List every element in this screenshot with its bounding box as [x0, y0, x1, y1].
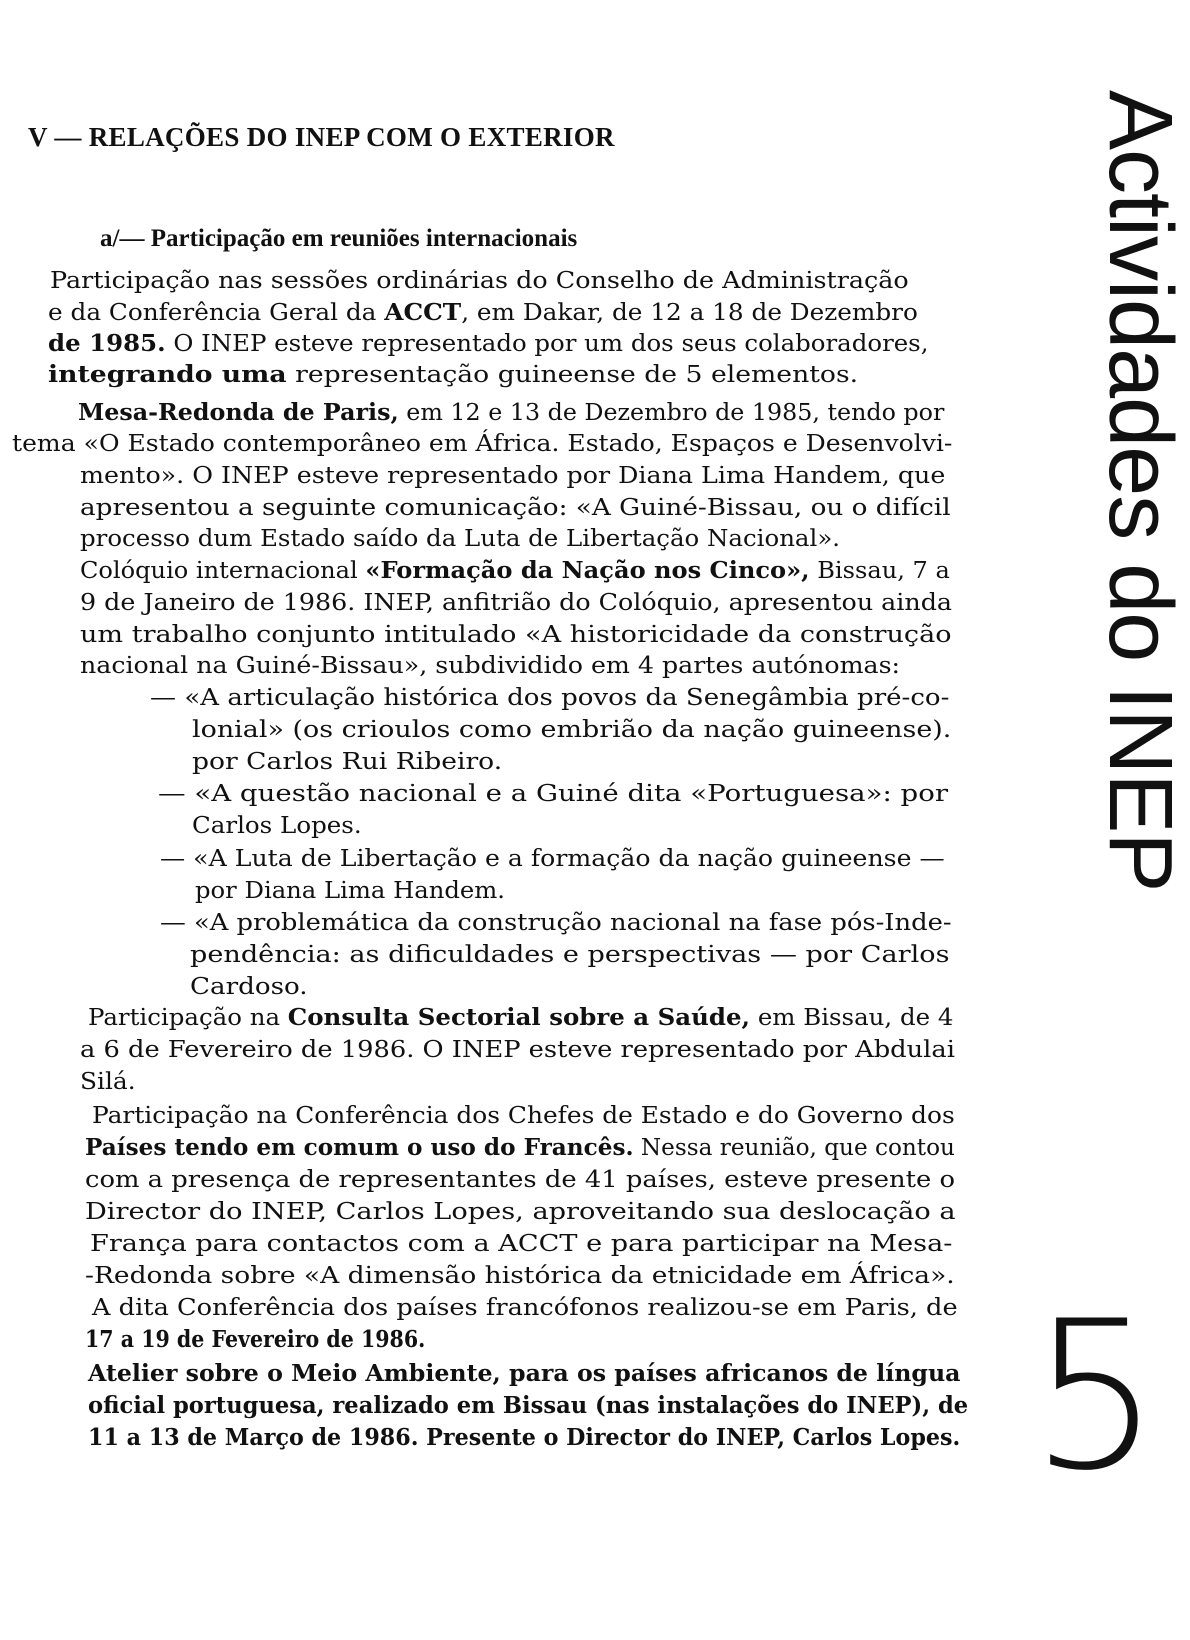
text-line [88, 1422, 960, 1453]
text-line [48, 328, 928, 359]
text-line [80, 492, 951, 523]
text-line [80, 650, 900, 681]
side-title: Actividades do INEP [1090, 90, 1190, 892]
text-line [88, 1390, 968, 1421]
line-text: nacional na Guiné-Bissau», subdividido em 4 partes autónomas: [80, 651, 901, 679]
text-line [80, 523, 840, 554]
text-line [190, 971, 308, 1002]
text-line [88, 1002, 953, 1033]
text-line [85, 1132, 955, 1163]
text-line [85, 1164, 955, 1195]
line-text: 9 de Janeiro de 1986. INEP, anfitrião do Colóquio, apresentou ainda [80, 588, 953, 616]
line-text: Participação nas sessões ordinárias do Conselho de Administração [50, 266, 909, 294]
bold-text: Países tendo em comum o uso do Francês. [85, 1133, 634, 1161]
line-text: representação guineense de 5 elementos. [286, 360, 859, 388]
line-text: pendência: as dificuldades e perspectivas — por Carlos [190, 940, 950, 968]
page-number: 5 [1030, 1278, 1161, 1516]
text-line [192, 746, 502, 777]
text-line [80, 555, 950, 586]
text-line [80, 1066, 136, 1097]
text-line [12, 428, 952, 459]
line-text: Bissau, 7 a [809, 556, 950, 584]
text-line [192, 714, 951, 745]
line-text: apresentou a seguinte comunicação: «A Guiné-Bissau, ou o difícil [80, 493, 951, 521]
text-line [92, 1292, 958, 1323]
line-text: — «A problemática da construção nacional na fase pós-Inde- [160, 908, 952, 936]
line-text: — «A questão nacional e a Guiné dita «Portuguesa»: por [158, 779, 949, 807]
line-text: A dita Conferência dos países francófonos realizou-se em Paris, de [92, 1293, 958, 1321]
line-text: a 6 de Fevereiro de 1986. O INEP esteve representado por Abdulai [80, 1035, 955, 1063]
line-text: França para contactos com a ACCT e para participar na Mesa- [90, 1229, 953, 1257]
line-text: O INEP esteve representado por um dos seus colaboradores, [165, 329, 929, 357]
text-line [160, 843, 945, 874]
line-text: Colóquio internacional [80, 556, 366, 584]
text-line [80, 1034, 955, 1065]
line-text: Cardoso. [190, 972, 308, 1000]
line-text: Participação na [88, 1003, 288, 1031]
bold-text: ACCT [384, 298, 462, 326]
bold-text: Consulta Sectorial sobre a Saúde, [287, 1003, 751, 1031]
line-text: Director do INEP, Carlos Lopes, aproveitando sua deslocação a [85, 1197, 956, 1225]
line-text: em 12 e 13 de Dezembro de 1985, tendo por [398, 398, 945, 426]
bold-text: 17 a 19 de Fevereiro de 1986. [85, 1325, 426, 1353]
line-text: com a presença de representantes de 41 países, esteve presente o [85, 1165, 956, 1193]
line-text: por Carlos Rui Ribeiro. [192, 747, 503, 775]
text-line [90, 1228, 952, 1259]
line-text: Participação na Conferência dos Chefes de Estado e do Governo dos [92, 1101, 955, 1129]
text-line [158, 778, 948, 809]
line-text: processo dum Estado saído da Luta de Libertação Nacional». [80, 524, 841, 552]
section-title: V — RELAÇÕES DO INEP COM O EXTERIOR [28, 122, 615, 152]
bold-text: Mesa-Redonda de Paris, [78, 398, 399, 426]
line-text: em Bissau, de 4 [750, 1003, 954, 1031]
text-line [85, 1324, 425, 1355]
text-line [78, 397, 944, 428]
text-line [80, 619, 952, 650]
bold-text: 11 a 13 de Março de 1986. Presente o Director do INEP, Carlos Lopes. [88, 1423, 961, 1451]
line-text: , em Dakar, de 12 a 18 de Dezembro [461, 298, 918, 326]
text-line [190, 939, 949, 970]
bold-text: integrando uma [48, 360, 287, 388]
bold-text: «Formação da Nação nos Cinco», [365, 556, 810, 584]
line-text: -Redonda sobre «A dimensão histórica da etnicidade em África». [85, 1261, 955, 1289]
text-line [160, 907, 952, 938]
text-line [195, 875, 505, 906]
line-text: por Diana Lima Handem. [195, 876, 506, 904]
text-line [85, 1260, 955, 1291]
line-text: Silá. [80, 1067, 136, 1095]
text-line [88, 1358, 961, 1389]
text-line [48, 297, 918, 328]
bold-text: oficial portuguesa, realizado em Bissau (nas instalações do INEP), de [88, 1391, 969, 1419]
line-text: um trabalho conjunto intitulado «A historicidade da construção [80, 620, 952, 648]
bold-text: de 1985. [48, 329, 166, 357]
text-line [85, 1196, 956, 1227]
line-text: lonial» (os crioulos como embrião da nação guineense). [192, 715, 952, 743]
text-line [150, 682, 949, 713]
bold-text: Atelier sobre o Meio Ambiente, para os países africanos de língua [88, 1359, 961, 1387]
text-line [92, 1100, 955, 1131]
subsection-title: a/— Participação em reuniões internacionais [100, 225, 578, 252]
text-line [48, 359, 858, 390]
text-line [80, 587, 952, 618]
text-line [50, 265, 909, 296]
line-text: e da Conferência Geral da [48, 298, 385, 326]
line-text: — «A Luta de Libertação e a formação da nação guineense — [160, 844, 945, 872]
line-text: — «A articulação histórica dos povos da Senegâmbia pré-co- [150, 683, 950, 711]
line-text: tema «O Estado contemporâneo em África. Estado, Espaços e Desenvolvi- [12, 429, 953, 457]
line-text: mento». O INEP esteve representado por Diana Lima Handem, que [80, 461, 946, 489]
text-line [80, 460, 945, 491]
line-text: Carlos Lopes. [192, 811, 362, 839]
text-line [192, 810, 362, 841]
line-text: Nessa reunião, que contou [633, 1133, 955, 1161]
